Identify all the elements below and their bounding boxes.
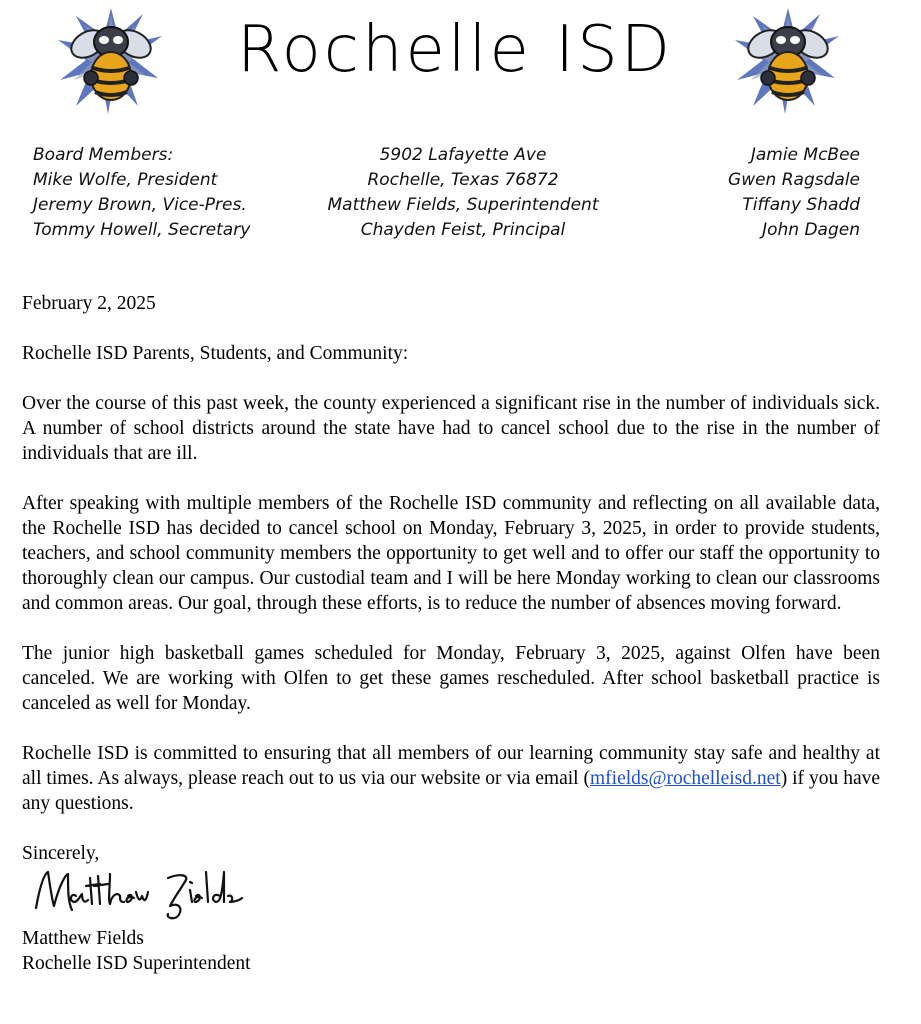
hornet-mascot-logo-right: [735, 6, 841, 116]
address-column: [300, 143, 626, 243]
board-member: John Dagen: [762, 220, 860, 240]
letter-salutation: Rochelle ISD Parents, Students, and Community:: [22, 343, 409, 364]
city-state-zip: Rochelle, Texas 76872: [367, 170, 559, 190]
signer-title: Rochelle ISD Superintendent: [22, 953, 251, 974]
board-member: Jamie McBee: [750, 145, 860, 165]
district-title: Rochelle ISD: [237, 13, 673, 87]
handwritten-signature: [28, 856, 880, 926]
letter-date: February 2, 2025: [22, 293, 156, 314]
letter-paragraph-4: [22, 741, 880, 816]
signer-name: Matthew Fields: [22, 928, 144, 949]
letter-paragraph-1: Over the course of this past week, the county experienced a significant rise in the number of individuals sick. A number of school districts around the state have had to cancel school due to the rise in the number of individuals that are ill.: [22, 393, 880, 464]
board-member: Jeremy Brown, Vice-Pres.: [33, 195, 247, 215]
board-member: Gwen Ragsdale: [728, 170, 860, 190]
board-members-column: [33, 143, 250, 243]
letter-closing: Sincerely,: [22, 843, 100, 864]
principal-line: Chayden Feist, Principal: [360, 220, 566, 240]
street-address: 5902 Lafayette Ave: [379, 145, 547, 165]
superintendent-line: Matthew Fields, Superintendent: [327, 195, 599, 215]
letter-body: [22, 291, 880, 976]
signer-block: [22, 926, 880, 976]
board-member: Tiffany Shadd: [742, 195, 860, 215]
email-link[interactable]: mfields@rochelleisd.net: [590, 768, 781, 789]
letterhead: [0, 0, 921, 125]
board-member: Mike Wolfe, President: [33, 170, 218, 190]
board-members-right-column: [728, 143, 860, 243]
hornet-mascot-logo-left: [58, 6, 164, 116]
letter-paragraph-2: After speaking with multiple members of the Rochelle ISD community and reflecting on all available data, the Rochelle ISD has decided to cancel school on Monday, February 3, 2025, in order to provide students, teachers, and school community members the opportunity to get well and to offer our staff the opportunity to thoroughly clean our campus. Our custodial team and I will be here Monday working to clean our classrooms and common areas. Our goal, through these efforts, is to reduce the number of absences moving forward.: [22, 493, 880, 614]
board-members-label: Board Members:: [33, 145, 174, 165]
paragraph-4-text-end: ) if you have any questions.: [22, 768, 880, 814]
board-member: Tommy Howell, Secretary: [33, 220, 251, 240]
letter-paragraph-3: The junior high basketball games scheduled for Monday, February 3, 2025, against Olfen have been canceled. We are working with Olfen to get these games rescheduled. After school basketball practice is canceled as well for Monday.: [22, 643, 880, 714]
paragraph-4-text: Rochelle ISD is committed to ensuring that all members of our learning community stay safe and healthy at all times. As always, please reach out to us via our website or via email (: [22, 743, 880, 789]
